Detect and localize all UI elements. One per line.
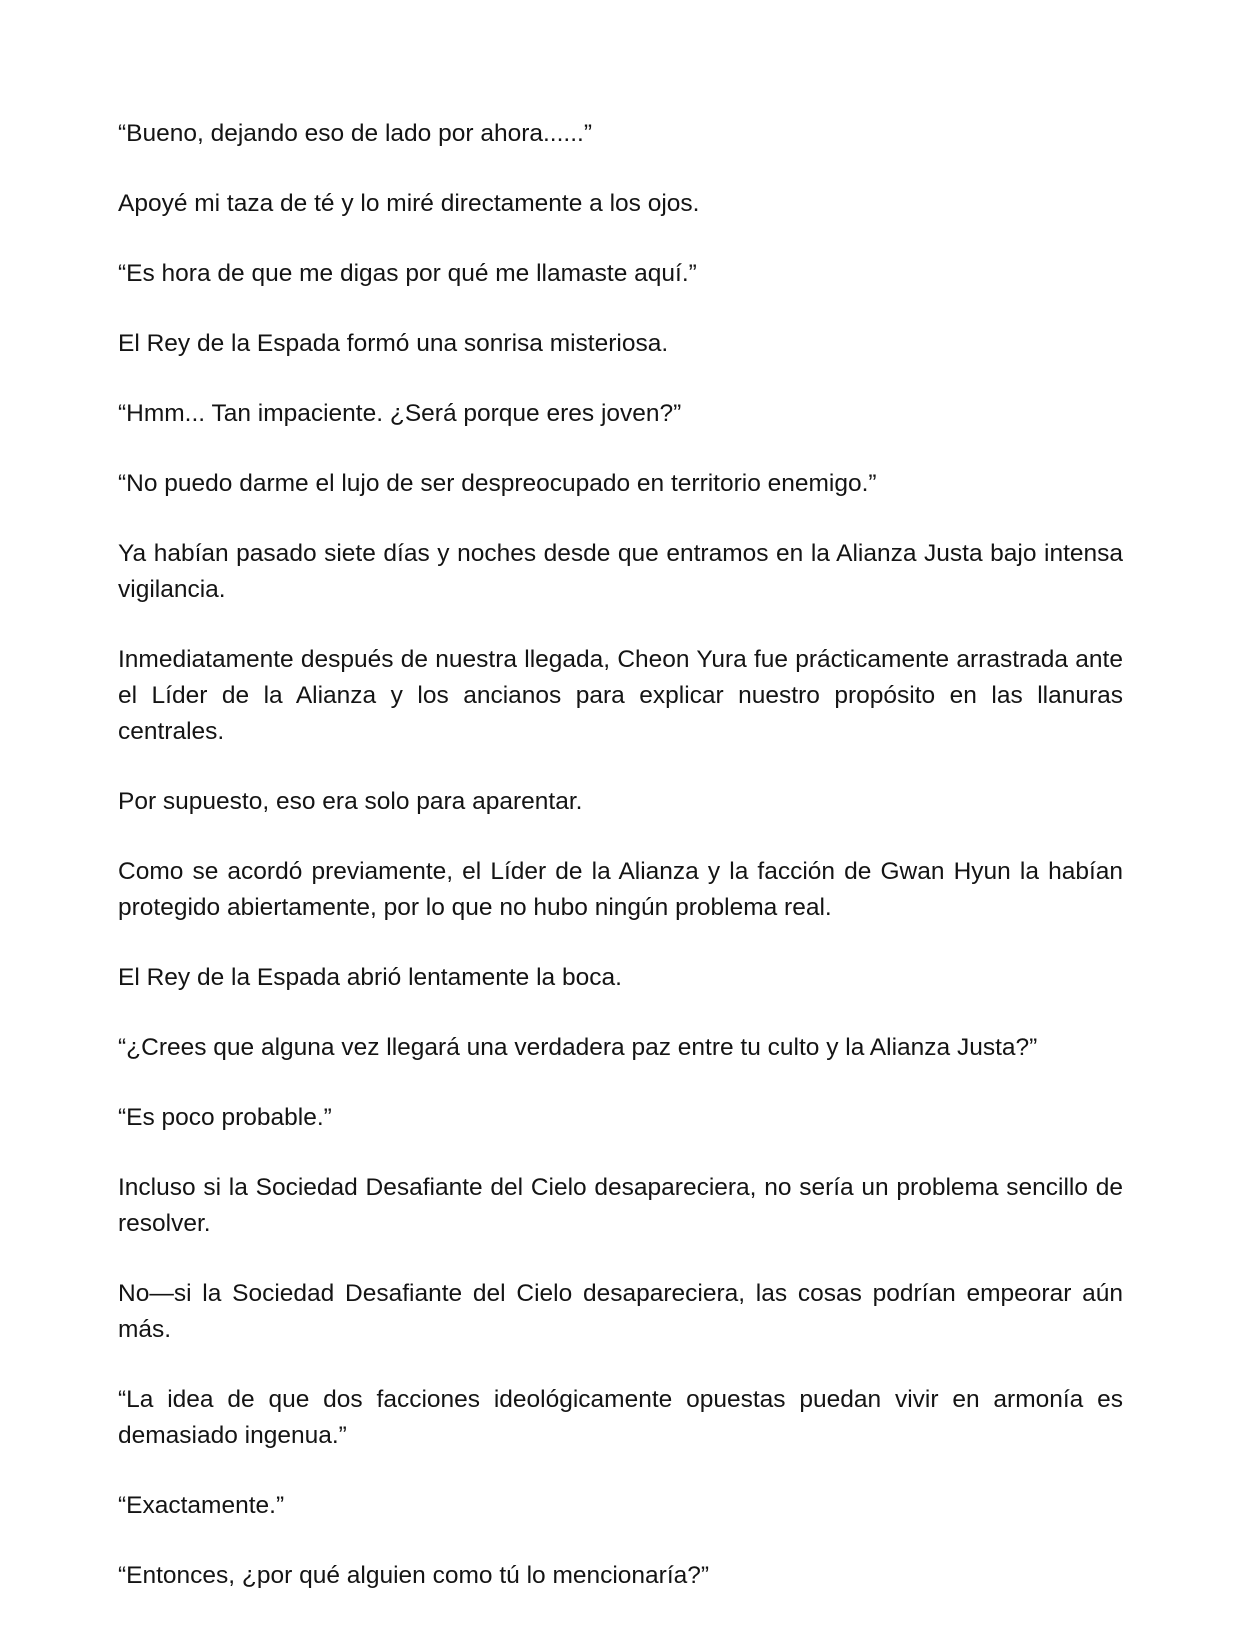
paragraph-7: Ya habían pasado siete días y noches desde que entramos en la Alianza Justa bajo intensa vigilancia. [118,540,1123,603]
paragraph-2: Apoyé mi taza de té y lo miré directamente a los ojos. [118,190,700,217]
paragraph-11: El Rey de la Espada abrió lentamente la boca. [118,964,622,991]
paragraph-5: “Hmm... Tan impaciente. ¿Será porque eres joven?” [118,400,682,427]
paragraph-18: “Entonces, ¿por qué alguien como tú lo mencionaría?” [118,1562,710,1589]
paragraph-10: Como se acordó previamente, el Líder de la Alianza y la facción de Gwan Hyun la habían protegido abiertamente, por lo que no hubo ningún problema real. [118,858,1123,921]
paragraph-13: “Es poco probable.” [118,1104,332,1131]
paragraph-17: “Exactamente.” [118,1492,285,1519]
paragraph-3: “Es hora de que me digas por qué me llamaste aquí.” [118,260,697,287]
text-body [118,116,1123,1628]
paragraph-14: Incluso si la Sociedad Desafiante del Cielo desapareciera, no sería un problema sencillo de resolver. [118,1174,1123,1237]
paragraph-6: “No puedo darme el lujo de ser despreocupado en territorio enemigo.” [118,470,877,497]
paragraph-1: “Bueno, dejando eso de lado por ahora......” [118,120,592,147]
paragraph-4: El Rey de la Espada formó una sonrisa misteriosa. [118,330,669,357]
paragraph-12: “¿Crees que alguna vez llegará una verdadera paz entre tu culto y la Alianza Justa?” [118,1034,1038,1061]
paragraph-16: “La idea de que dos facciones ideológicamente opuestas puedan vivir en armonía es demasiado ingenua.” [118,1386,1123,1449]
paragraph-15: No—si la Sociedad Desafiante del Cielo desapareciera, las cosas podrían empeorar aún más. [118,1280,1123,1343]
paragraph-9: Por supuesto, eso era solo para aparentar. [118,788,583,815]
paragraph-8: Inmediatamente después de nuestra llegada, Cheon Yura fue prácticamente arrastrada ante el Líder de la Alianza y los ancianos para explicar nuestro propósito en las llanuras centrales. [118,646,1123,745]
